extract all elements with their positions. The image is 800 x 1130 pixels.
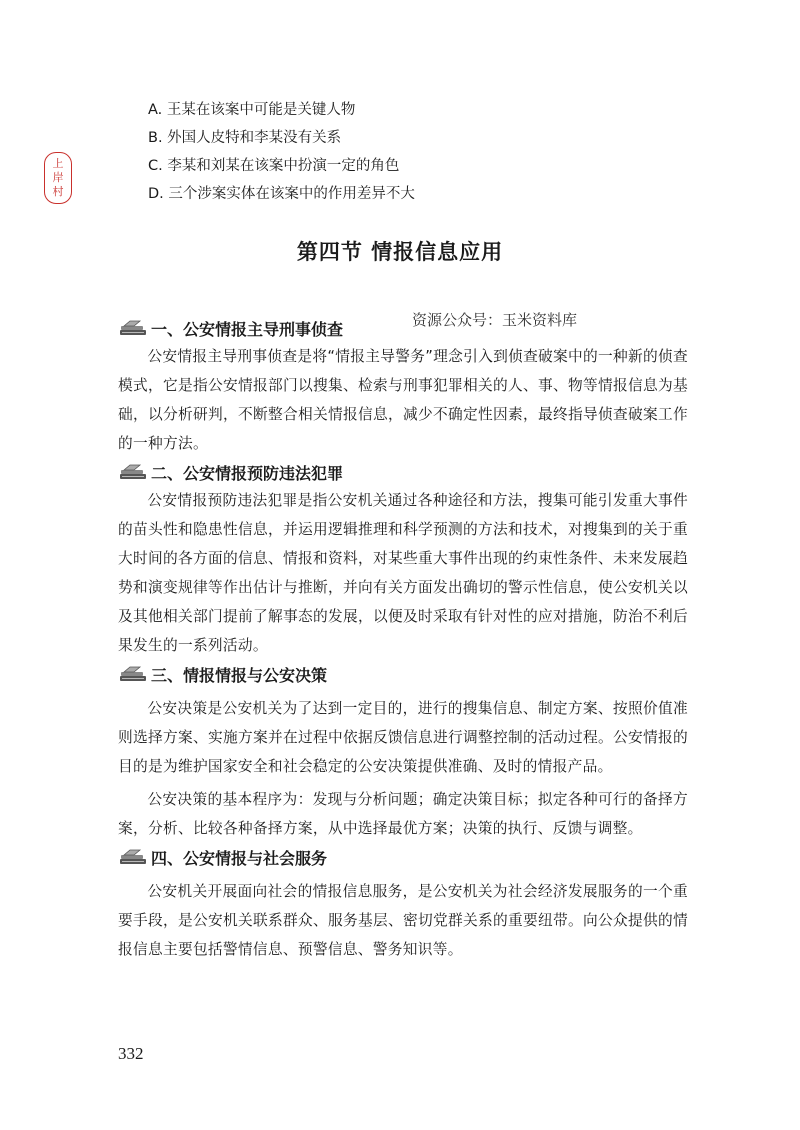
heading-2 (118, 458, 688, 486)
seal-char-2: 岸 (52, 171, 64, 184)
option-b: B. 外国人皮特和李某没有关系 (148, 130, 342, 146)
option-d: D. 三个涉案实体在该案中的作用差异不大 (148, 186, 415, 202)
watermark: 资源公众号：玉米资料库 (412, 311, 578, 329)
option-c: C. 李某和刘某在该案中扮演一定的角色 (148, 158, 400, 174)
book-stack-icon (118, 848, 148, 866)
heading-1 (118, 314, 688, 342)
seal-char-3: 村 (52, 185, 64, 198)
seal-char-1: 上 (52, 157, 64, 170)
option-a: A. 王某在该案中可能是关键人物 (148, 102, 356, 118)
heading-3 (118, 660, 688, 688)
main-content (118, 314, 688, 964)
book-stack-icon (118, 463, 148, 481)
page-number: 332 (118, 1044, 144, 1063)
heading-2-text: 二、公安情报预防违法犯罪 (151, 463, 344, 483)
heading-1-text: 一、公安情报主导刑事侦查 (151, 319, 344, 339)
heading-4 (118, 843, 688, 871)
publisher-seal (44, 152, 72, 204)
paragraph: 公安情报预防违法犯罪是指公安机关通过各种途径和方法，搜集可能引发重大事件的苗头性和隐患性信息，并运用逻辑推理和科学预测的方法和技术，对搜集到的关于重大时间的各方面的信息、情报和资料，对某些重大事件出现的约束性条件、未来发展趋势和演变规律等作出估计与推断，并向有关方面发出确切的警示性信息，使公安机关以及其他相关部门提前了解事态的发展，以便及时采取有针对性的应对措施，防治不利后果发生的一系列活动。 (118, 492, 688, 654)
paragraph: 公安决策是公安机关为了达到一定目的，进行的搜集信息、制定方案、按照价值准则选择方案、实施方案并在过程中依据反馈信息进行调整控制的活动过程。公安情报的目的是为维护国家安全和社会稳定的公安决策提供准确、及时的情报产品。 (118, 700, 688, 775)
paragraph: 公安决策的基本程序为：发现与分析问题；确定决策目标；拟定各种可行的备择方案，分析、比较各种备择方案，从中选择最优方案；决策的执行、反馈与调整。 (118, 791, 688, 837)
paragraph: 公安情报主导刑事侦查是将“情报主导警务”理念引入到侦查破案中的一种新的侦查模式，它是指公安情报部门以搜集、检索与刑事犯罪相关的人、事、物等情报信息为基础，以分析研判，不断整合相关情报信息，减少不确定性因素，最终指导侦查破案工作的一种方法。 (118, 348, 688, 452)
answer-options (148, 96, 415, 208)
book-stack-icon (118, 665, 148, 683)
heading-4-text: 四、公安情报与社会服务 (151, 848, 328, 868)
paragraph: 公安机关开展面向社会的情报信息服务，是公安机关为社会经济发展服务的一个重要手段，是公安机关联系群众、服务基层、密切党群关系的重要纽带。向公众提供的情报信息主要包括警情信息、预警信息、警务知识等。 (118, 883, 688, 958)
book-stack-icon (118, 319, 148, 337)
section-title: 第四节 情报信息应用 (296, 239, 504, 264)
heading-3-text: 三、情报情报与公安决策 (151, 665, 328, 685)
